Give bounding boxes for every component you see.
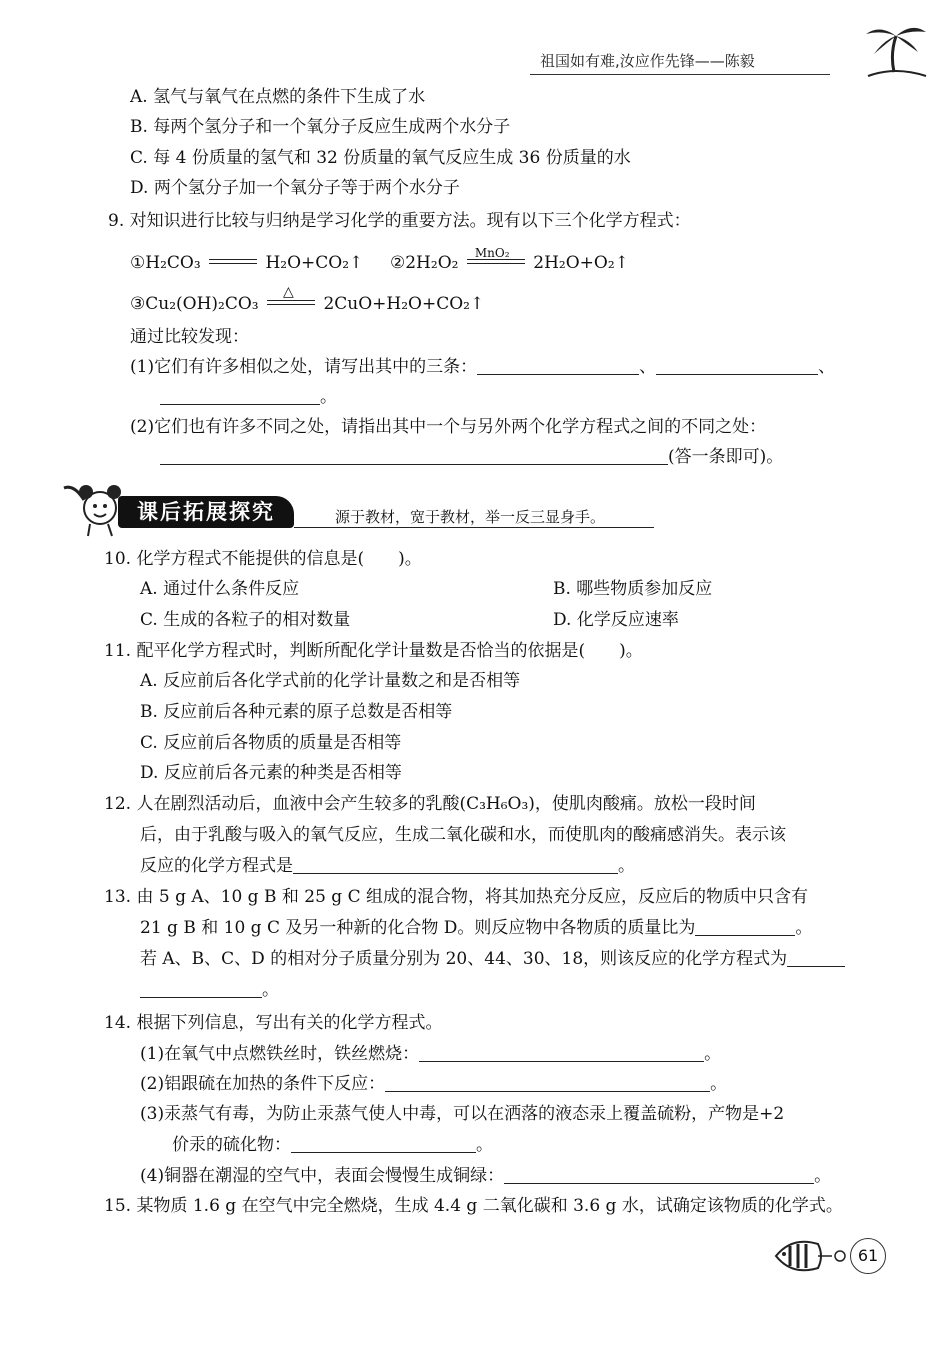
period: 。 (320, 387, 337, 407)
q13-line3-text: 若 A、B、C、D 的相对分子质量分别为 20、44、30、18，则该反应的化学方程式为 (140, 949, 788, 969)
period: 。 (795, 918, 813, 938)
page-number: 61 (850, 1238, 886, 1274)
q8-option-b: B. 每两个氢分子和一个氧分子反应生成两个水分子 (130, 117, 511, 137)
q10-option-b: B. 哪些物质参加反应 (553, 579, 713, 599)
q14-part3b (172, 1134, 493, 1156)
q14-answer-blank[interactable] (419, 1043, 704, 1062)
eq2-products: 2H₂O+O₂↑ (533, 253, 629, 273)
q9-stem: 9. 对知识进行比较与归纳是学习化学的重要方法。现有以下三个化学方程式： (108, 211, 691, 231)
q13-line1: 13. 由 5 g A、10 g B 和 25 g C 组成的混合物，将其加热充分反应，反应后的物质中只含有 (104, 887, 808, 907)
section-title: 课后拓展探究 (118, 496, 294, 528)
q9-answer-blank[interactable] (656, 356, 818, 375)
period: 。 (618, 856, 635, 876)
q14-answer-blank[interactable] (291, 1134, 476, 1153)
q9-answer-blank[interactable] (477, 356, 639, 375)
q14-answer-blank[interactable] (385, 1073, 710, 1092)
section-tagline: 源于教材，宽于教材，举一反三显身手。 (335, 508, 606, 526)
fish-icon (772, 1234, 850, 1278)
q9-part1 (130, 356, 835, 378)
q9-answer-blank[interactable] (160, 446, 668, 465)
mascot-icon (60, 478, 126, 540)
q12-line3-text: 反应的化学方程式是 (140, 856, 293, 876)
q11-option-b: B. 反应前后各种元素的原子总数是否相等 (140, 702, 453, 722)
q14-part1-text: (1)在氧气中点燃铁丝时，铁丝燃烧： (140, 1044, 420, 1064)
q9-compare: 通过比较发现： (130, 327, 249, 347)
q14-part4 (140, 1165, 831, 1187)
q9-part2: (2)它们也有许多不同之处，请指出其中一个与另外两个化学方程式之间的不同之处： (130, 417, 767, 437)
q8-option-d: D. 两个氢分子加一个氧分子等于两个水分子 (130, 178, 460, 198)
separator: 、 (639, 357, 657, 377)
q9-answer-blank[interactable] (160, 386, 320, 405)
q13-line2-text: 21 g B 和 10 g C 及另一种新的化合物 D。则反应物中各物质的质量比为 (140, 918, 696, 938)
q10-option-c: C. 生成的各粒子的相对数量 (140, 610, 351, 630)
q14-part2 (140, 1073, 727, 1095)
q9-eq3 (130, 284, 485, 315)
eq2-reactant: ②2H₂O₂ (390, 253, 459, 273)
eq1-products: H₂O+CO₂↑ (265, 253, 364, 273)
q8-option-c: C. 每 4 份质量的氢气和 32 份质量的氧气反应生成 36 份质量的水 (130, 148, 631, 168)
q14-stem: 14. 根据下列信息，写出有关的化学方程式。 (104, 1013, 443, 1033)
q8-option-a: A. 氢气与氧气在点燃的条件下生成了水 (130, 87, 426, 107)
q10-option-a: A. 通过什么条件反应 (140, 579, 300, 599)
q12-line2: 后，由于乳酸与吸入的氧气反应，生成二氧化碳和水，而使肌肉的酸痛感消失。表示该 (140, 825, 786, 845)
header-motto: 祖国如有难,汝应作先锋——陈毅 (540, 52, 755, 70)
q13-line3 (140, 948, 845, 970)
q14-part1 (140, 1043, 721, 1065)
q10-option-d: D. 化学反应速率 (553, 610, 679, 630)
q9-part2-note: (答一条即可)。 (668, 447, 784, 467)
q11-option-a: A. 反应前后各化学式前的化学计量数之和是否相等 (140, 671, 521, 691)
eq1-equals (209, 259, 257, 264)
period: 。 (814, 1166, 832, 1186)
q11-option-d: D. 反应前后各元素的种类是否相等 (140, 763, 402, 783)
q12-answer-blank[interactable] (293, 855, 618, 874)
q14-answer-blank[interactable] (504, 1165, 814, 1184)
q13-line2 (140, 917, 812, 939)
q13-answer-blank[interactable] (787, 948, 845, 967)
palm-tree-icon (860, 18, 930, 80)
q14-part4-text: (4)铜器在潮湿的空气中，表面会慢慢生成铜绿： (140, 1166, 505, 1186)
q10-stem: 10. 化学方程式不能提供的信息是( )。 (104, 549, 422, 569)
eq3-reactant: ③Cu₂(OH)₂CO₃ (130, 294, 259, 314)
q9-eq1 (130, 252, 363, 274)
q12-line3 (140, 855, 635, 877)
eq3-heat-symbol: △ (283, 284, 294, 300)
q13-answer-blank[interactable] (140, 979, 262, 998)
q12-line1: 12. 人在剧烈活动后，血液中会产生较多的乳酸(C₃H₆O₃)，使肌肉酸痛。放松一段时间 (104, 794, 756, 814)
q9-part2-cont (160, 446, 783, 468)
q14-part3b-text: 价汞的硫化物： (172, 1135, 291, 1155)
period: 。 (476, 1135, 493, 1155)
eq2-catalyst: MnO₂ (474, 246, 510, 260)
period: 。 (710, 1074, 728, 1094)
q11-option-c: C. 反应前后各物质的质量是否相等 (140, 733, 402, 753)
q13-answer-blank[interactable] (695, 917, 795, 936)
q9-part1-text: (1)它们有许多相似之处，请写出其中的三条： (130, 357, 478, 377)
eq1-reactant: ①H₂CO₃ (130, 253, 201, 273)
period: 。 (704, 1044, 722, 1064)
q9-part1-cont (160, 386, 337, 408)
q13-line4 (140, 979, 279, 1001)
q14-part2-text: (2)铝跟硫在加热的条件下反应： (140, 1074, 386, 1094)
q14-part3a: (3)汞蒸气有毒，为防止汞蒸气使人中毒，可以在洒落的液态汞上覆盖硫粉，产物是+2 (140, 1104, 785, 1124)
eq3-products: 2CuO+H₂O+CO₂↑ (323, 294, 485, 314)
header-rule (530, 74, 830, 75)
q9-eq2 (390, 246, 629, 274)
section-rule (294, 527, 654, 528)
q11-stem: 11. 配平化学方程式时，判断所配化学计量数是否恰当的依据是( )。 (104, 641, 643, 661)
separator: 、 (818, 357, 836, 377)
period: 。 (262, 980, 279, 1000)
q15-stem: 15. 某物质 1.6 g 在空气中完全燃烧，生成 4.4 g 二氧化碳和 3.6 g 水，试确定该物质的化学式。 (104, 1196, 843, 1216)
